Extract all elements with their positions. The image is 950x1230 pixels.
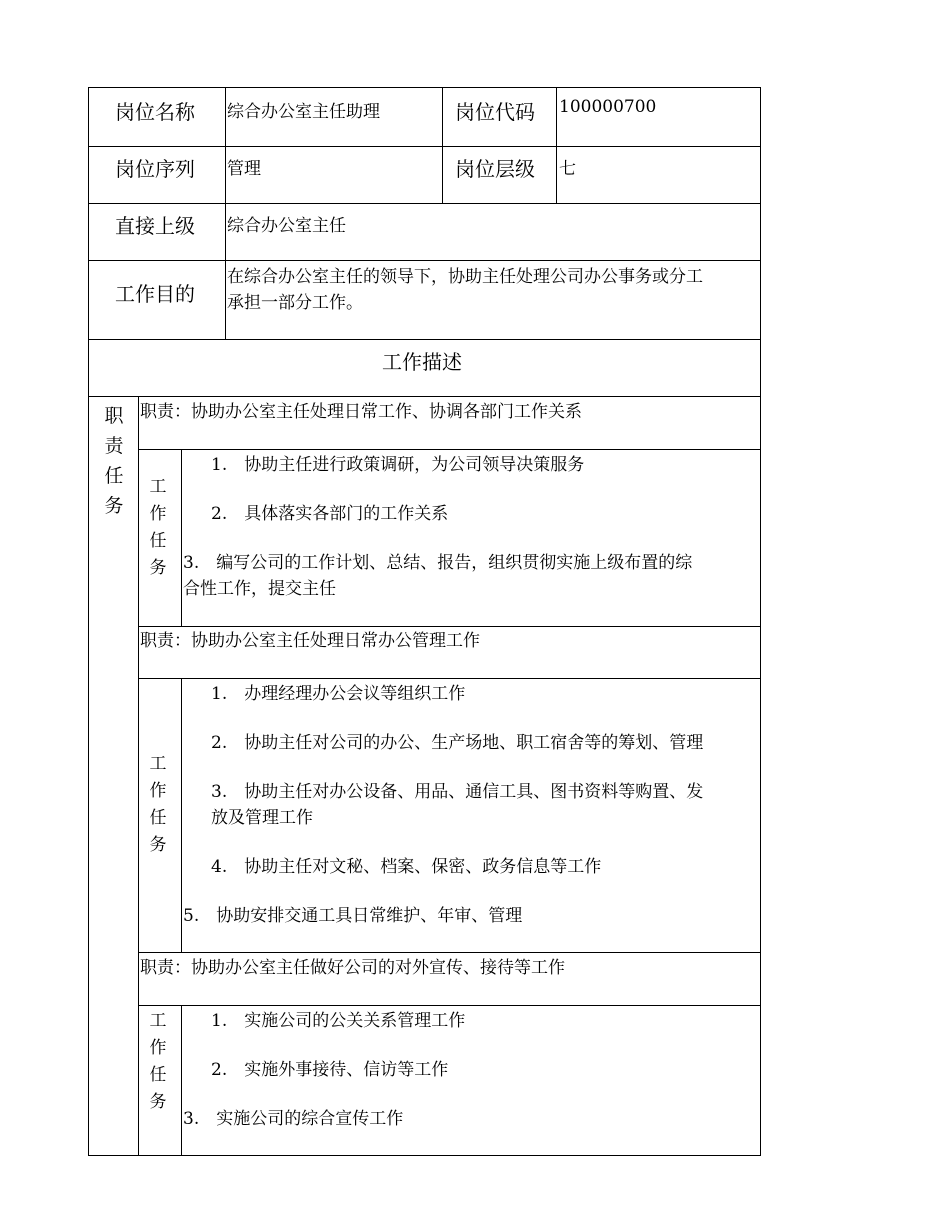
description-title: 工作描述 [382,350,462,374]
task-item: 1. 协助主任进行政策调研，为公司领导决策服务 [211,455,585,475]
task-item: 3. 协助主任对办公设备、用品、通信工具、图书资料等购置、发 [211,782,704,802]
task-label-2: 工作任务 [149,754,167,855]
task-item: 放及管理工作 [211,808,313,828]
task-item: 5. 协助安排交通工具日常维护、年审、管理 [183,906,523,926]
col-divider [181,449,182,626]
row-divider [138,952,761,953]
task-item: 合性工作，提交主任 [183,579,336,599]
col-divider [556,87,557,204]
task-label-1: 工作任务 [149,477,167,578]
row-divider [88,203,761,204]
task-item: 3. 实施公司的综合宣传工作 [183,1109,404,1129]
task-item: 2. 协助主任对公司的办公、生产场地、职工宿舍等的筹划、管理 [211,733,704,753]
position-code-value: 100000700 [559,97,657,117]
row-divider [88,260,761,261]
job-description-table [88,87,761,1156]
duties-label: 职责任务 [104,405,124,517]
row-divider [138,449,761,450]
col-divider [442,87,443,204]
superior-label: 直接上级 [115,214,195,238]
task-item: 1. 办理经理办公会议等组织工作 [211,684,466,704]
task-label-3: 工作任务 [149,1011,167,1112]
superior-value: 综合办公室主任 [227,216,346,236]
col-divider [181,1005,182,1156]
position-code-label: 岗位代码 [455,100,535,124]
duty-title-3: 职责：协助办公室主任做好公司的对外宣传、接待等工作 [140,958,565,978]
task-item: 2. 实施外事接待、信访等工作 [211,1060,449,1080]
col-divider [181,678,182,953]
duty-title-1: 职责：协助办公室主任处理日常工作、协调各部门工作关系 [140,402,582,422]
position-name-value: 综合办公室主任助理 [227,102,380,122]
col-divider [225,87,226,340]
sequence-value: 管理 [227,159,261,179]
task-item: 4. 协助主任对文秘、档案、保密、政务信息等工作 [211,857,602,877]
level-label: 岗位层级 [455,157,535,181]
position-name-label: 岗位名称 [115,100,195,124]
row-divider [138,1005,761,1006]
purpose-label: 工作目的 [115,282,195,306]
task-item: 3. 编写公司的工作计划、总结、报告，组织贯彻实施上级布置的综 [183,553,693,573]
purpose-line-2: 承担一部分工作。 [227,293,363,313]
col-divider [138,396,139,1156]
purpose-line-1: 在综合办公室主任的领导下，协助主任处理公司办公事务或分工 [227,267,703,287]
sequence-label: 岗位序列 [115,157,195,181]
row-divider [88,396,761,397]
task-item: 2. 具体落实各部门的工作关系 [211,504,449,524]
level-value: 七 [559,159,576,179]
duty-title-2: 职责：协助办公室主任处理日常办公管理工作 [140,631,480,651]
task-item: 1. 实施公司的公关关系管理工作 [211,1011,466,1031]
row-divider [88,146,761,147]
row-divider [88,339,761,340]
row-divider [138,626,761,627]
row-divider [138,678,761,679]
